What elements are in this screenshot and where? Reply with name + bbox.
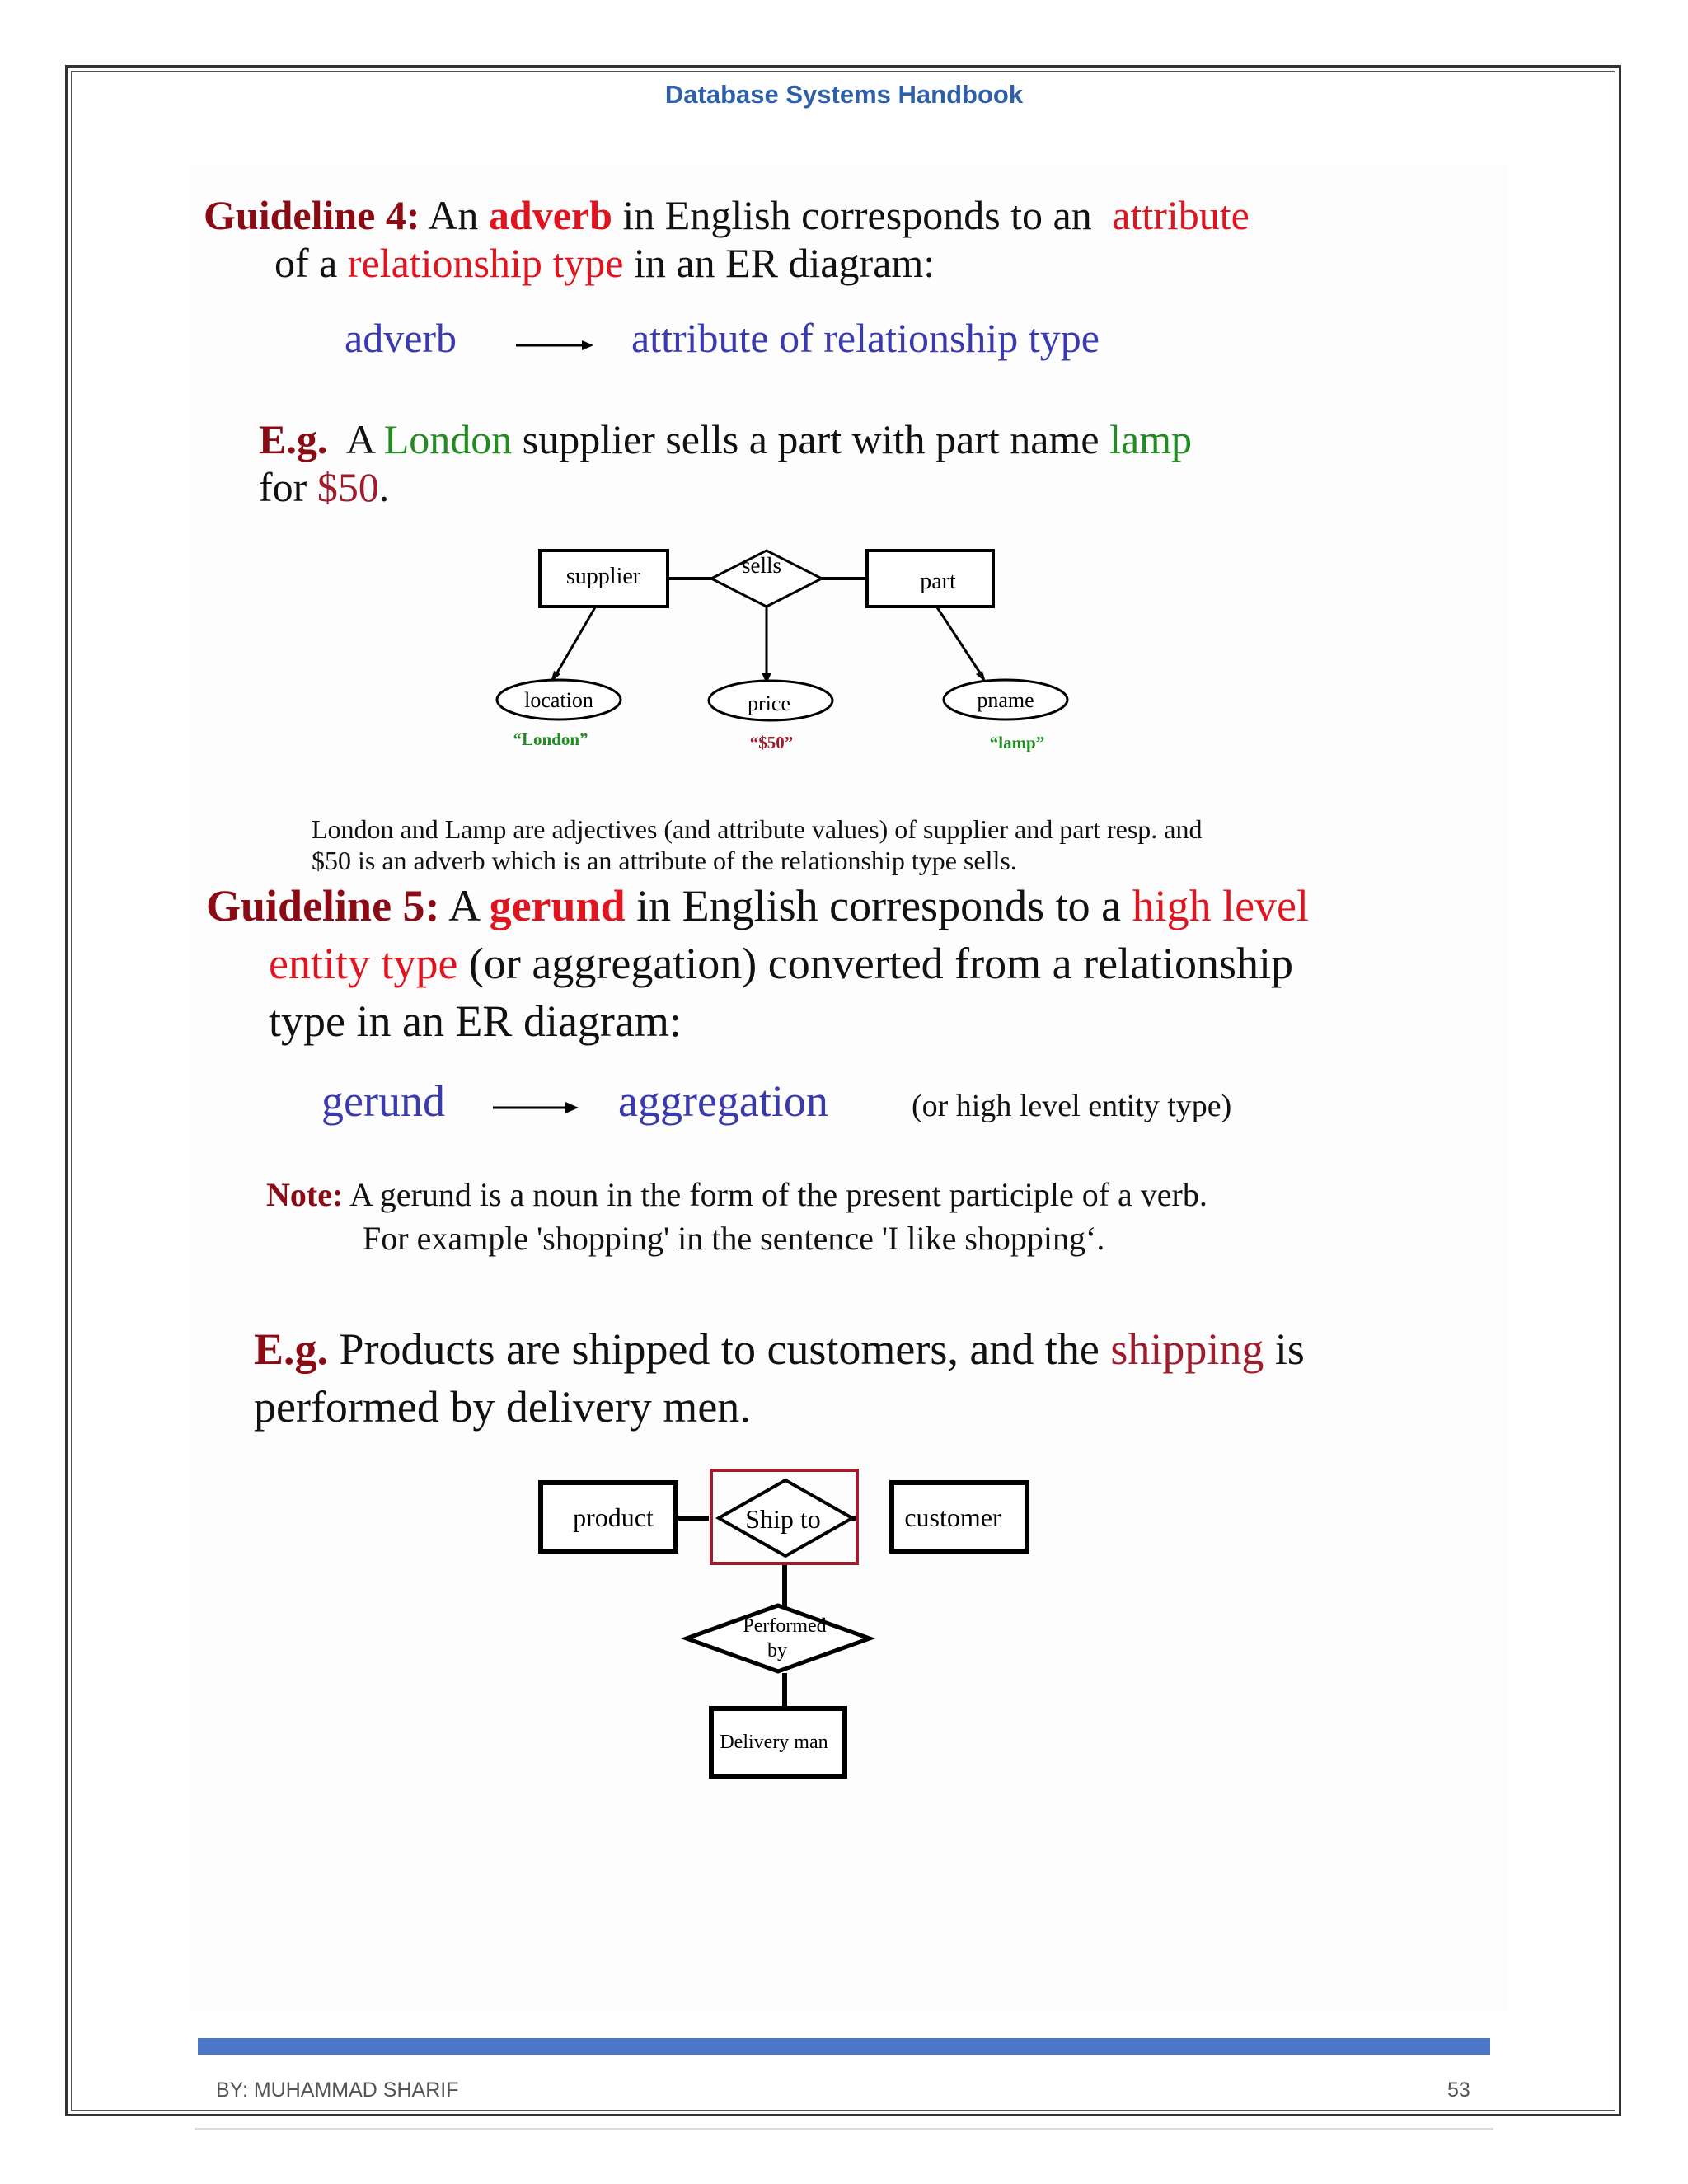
guideline4-eg2-price: $50 — [316, 464, 379, 510]
guideline4-explain2: $50 is an adverb which is an attribute of the relationship type sells. — [312, 846, 1017, 875]
guideline5-keyword: gerund — [489, 881, 626, 930]
guideline4-eg-b: supplier sells a part with part name — [522, 416, 1100, 462]
guideline4-example-line1 — [259, 415, 1192, 463]
attribute-location-label: location — [524, 688, 593, 712]
guideline5-line1 — [206, 880, 1309, 931]
guideline4-eg-a: A — [345, 416, 374, 462]
guideline5-note-1: A gerund is a noun in the form of the present participle of a verb. — [349, 1176, 1207, 1213]
header-title: Database Systems Handbook — [664, 80, 1024, 109]
entity-part-label: part — [920, 569, 956, 594]
guideline5-map-to: aggregation — [618, 1076, 828, 1126]
guideline4-line2-c: in an ER diagram: — [634, 240, 935, 286]
footer-author: BY: MUHAMMAD SHARIF — [216, 2079, 459, 2102]
guideline4-map-from: adverb — [345, 315, 457, 361]
guideline4-eg2-b: . — [378, 464, 390, 510]
page-number: 53 — [1447, 2079, 1470, 2102]
er-diagram-aggregation — [528, 1459, 1055, 1788]
guideline4-eg-lamp: lamp — [1109, 416, 1193, 462]
attribute-price-label: price — [748, 691, 790, 715]
relationship-sells-label: sells — [741, 553, 782, 578]
guideline4-eg-london: London — [383, 416, 513, 462]
value-price: “$50” — [749, 733, 794, 752]
value-london: “London” — [513, 729, 588, 749]
guideline4-line1 — [204, 191, 1250, 239]
guideline4-line2-b: relationship type — [347, 240, 624, 286]
guideline4-keyword: adverb — [488, 192, 612, 238]
guideline5-note-label: Note: — [266, 1176, 344, 1213]
guideline4-line2 — [274, 239, 935, 287]
entity-product-label: product — [573, 1502, 654, 1532]
guideline5-text3: high level — [1132, 881, 1310, 930]
footer-bar — [198, 2038, 1490, 2055]
relationship-performed-by-line1: Performed — [743, 1615, 827, 1637]
guideline4-heading: Guideline 4: — [204, 192, 420, 238]
guideline5-text2: in English corresponds to a — [636, 881, 1122, 930]
guideline5-map-note: (or high level entity type) — [912, 1089, 1232, 1123]
entity-delivery-man-label: Delivery man — [720, 1732, 828, 1753]
guideline5-line2-b: (or aggregation) converted from a relationship — [468, 939, 1294, 988]
guideline5-note-line1 — [266, 1175, 1207, 1214]
guideline4-example-line2 — [259, 463, 389, 511]
guideline4-map-to: attribute of relationship type — [631, 315, 1100, 361]
guideline5-line3: type in an ER diagram: — [269, 996, 682, 1046]
guideline5-example-line1 — [254, 1324, 1305, 1375]
guideline4-text1: An — [428, 192, 479, 238]
attribute-pname-label: pname — [977, 688, 1034, 712]
guideline4-arrow — [514, 333, 597, 358]
guideline4-text2: in English corresponds to an — [622, 192, 1092, 238]
guideline5-line2-a: entity type — [269, 939, 458, 988]
guideline4-line2-a: of a — [274, 240, 338, 286]
guideline5-eg-shipping: shipping — [1110, 1324, 1264, 1374]
guideline5-eg-label: E.g. — [254, 1324, 329, 1374]
guideline5-example-line2: performed by delivery men. — [254, 1382, 751, 1432]
relationship-ship-to-label: Ship to — [745, 1504, 821, 1534]
guideline5-map-from: gerund — [321, 1076, 445, 1126]
value-lamp: “lamp” — [989, 733, 1045, 752]
guideline5-heading: Guideline 5: — [206, 881, 440, 930]
guideline5-line2 — [269, 938, 1293, 989]
entity-supplier-label: supplier — [565, 564, 641, 589]
entity-customer-label: customer — [904, 1502, 1001, 1532]
er-diagram-supplier-part — [478, 536, 1104, 766]
guideline5-text1: A — [448, 881, 479, 930]
guideline5-eg-a: Products are shipped to customers, and the — [339, 1324, 1100, 1374]
guideline5-arrow — [491, 1095, 582, 1120]
guideline4-eg2-a: for — [259, 464, 307, 510]
guideline4-eg-label: E.g. — [259, 416, 328, 462]
relationship-performed-by-line2: by — [767, 1640, 787, 1661]
guideline4-text3: attribute — [1112, 192, 1250, 238]
guideline5-note-2: For example 'shopping' in the sentence 'I like shopping‘. — [363, 1220, 1105, 1257]
bottom-rule — [195, 2128, 1493, 2130]
guideline4-explain1: London and Lamp are adjectives (and attribute values) of supplier and part resp. and — [312, 814, 1203, 844]
guideline5-eg-b: is — [1274, 1324, 1305, 1374]
